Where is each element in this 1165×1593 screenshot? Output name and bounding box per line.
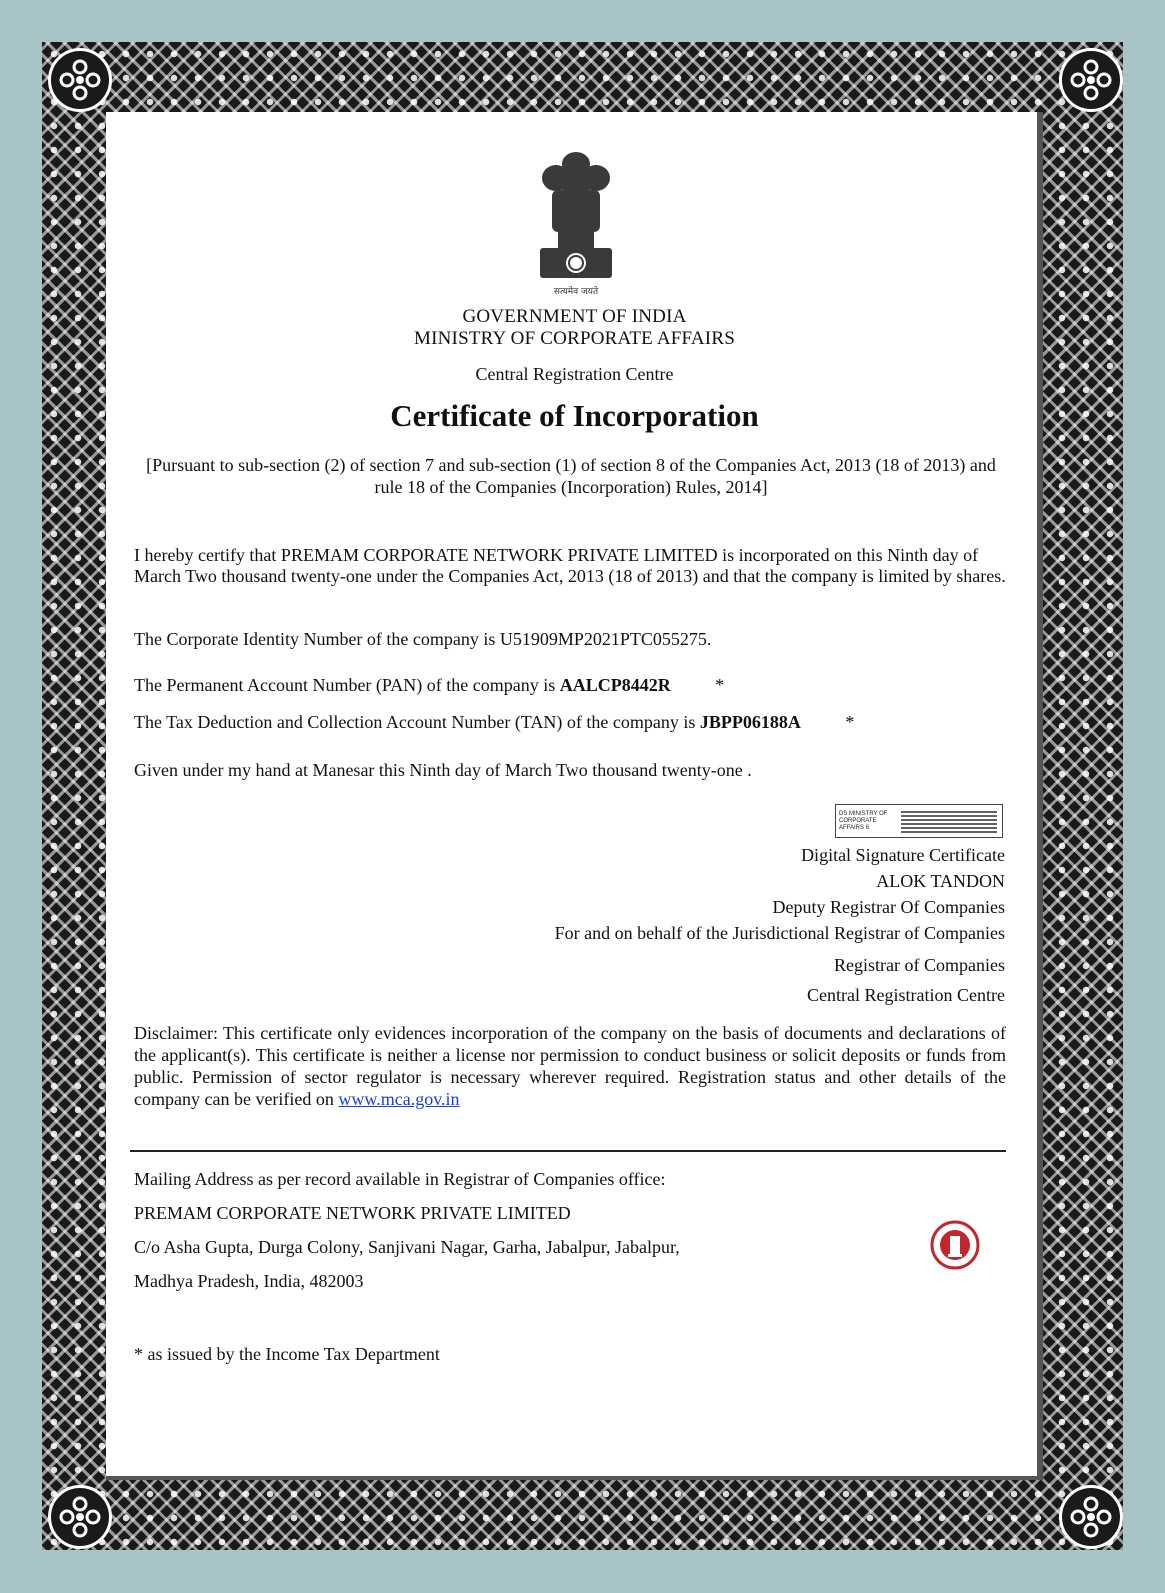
corner-ornament-icon xyxy=(1059,1485,1123,1549)
government-line: GOVERNMENT OF INDIA xyxy=(462,306,687,327)
disclaimer-text: Disclaimer: This certificate only evidences incorporation of the company on the basis of documents and declarations of the applicant(s). This certificate is neither a license nor permission to conduct business or solicit deposits or funds from public. Permission of sector regulator is necessary wherever required. Registration status and other details of the company can be verified on xyxy=(134,1023,1006,1109)
pursuant-line-1: [Pursuant to sub-section (2) of section 7 and sub-section (1) of section 8 of the Companies Act, 2013 (18 of 2013) and xyxy=(146,455,996,475)
mailing-company: PREMAM CORPORATE NETWORK PRIVATE LIMITED xyxy=(134,1203,571,1223)
cin-label: The Corporate Identity Number of the company is xyxy=(134,629,500,649)
signatory-designation: Deputy Registrar Of Companies xyxy=(772,897,1005,917)
pan-asterisk: * xyxy=(715,675,725,695)
svg-text:सत्यमेव जयते: सत्यमेव जयते xyxy=(553,287,599,297)
tan-value: JBPP06188A xyxy=(699,712,801,732)
digital-signature-stamp xyxy=(835,804,1003,838)
tan-label: The Tax Deduction and Collection Account Number (TAN) of the company is xyxy=(134,712,700,732)
signature-block xyxy=(555,842,1005,1008)
mailing-address xyxy=(134,1162,680,1298)
mailing-address-line-1: C/o Asha Gupta, Durga Colony, Sanjivani Nagar, Garha, Jabalpur, Jabalpur, xyxy=(134,1237,680,1257)
certificate-title: Certificate of Incorporation xyxy=(390,398,759,433)
on-behalf-line: For and on behalf of the Jurisdictional Registrar of Companies xyxy=(554,923,1005,943)
pan-value: AALCP8442R xyxy=(559,675,671,695)
corner-ornament-icon xyxy=(1059,48,1123,112)
footnote: * as issued by the Income Tax Department xyxy=(134,1344,440,1364)
roc-line: Registrar of Companies xyxy=(834,955,1005,975)
signature-stamp-detail xyxy=(901,809,997,833)
cin-line xyxy=(134,629,1006,650)
given-under-hand: Given under my hand at Manesar this Ninth day of March Two thousand twenty-one . xyxy=(134,760,752,780)
government-heading xyxy=(106,306,1043,350)
divider xyxy=(130,1150,1006,1152)
dsc-label: Digital Signature Certificate xyxy=(801,845,1005,865)
certificate-paper xyxy=(106,112,1043,1480)
mailing-heading: Mailing Address as per record available in Registrar of Companies office: xyxy=(134,1169,666,1189)
centre-heading: Central Registration Centre xyxy=(475,364,674,384)
certify-paragraph: I hereby certify that PREMAM CORPORATE NETWORK PRIVATE LIMITED is incorporated on this Ninth day of March Two thousand twenty-one under the Companies Act, 2013 (18 of 2013) and that the company is limited by shares. xyxy=(134,545,1006,586)
corner-ornament-icon xyxy=(48,48,112,112)
pursuant-clause xyxy=(136,454,1006,498)
pan-line xyxy=(134,675,1006,696)
mailing-address-line-2: Madhya Pradesh, India, 482003 xyxy=(134,1271,364,1291)
tan-asterisk: * xyxy=(845,712,855,732)
disclaimer xyxy=(134,1022,1006,1110)
ministry-line: MINISTRY OF CORPORATE AFFAIRS xyxy=(414,328,735,349)
mca-link[interactable]: www.mca.gov.in xyxy=(338,1089,460,1109)
pan-label: The Permanent Account Number (PAN) of the company is xyxy=(134,675,560,695)
signature-stamp-text: DS MINISTRY OF CORPORATE AFFAIRS 6 xyxy=(839,810,888,831)
signatory-name: ALOK TANDON xyxy=(876,871,1005,891)
pursuant-line-2: rule 18 of the Companies (Incorporation) Rules, 2014] xyxy=(374,477,768,497)
cin-value: U51909MP2021PTC055275. xyxy=(499,629,712,649)
tan-line xyxy=(134,712,1006,733)
corner-ornament-icon xyxy=(48,1485,112,1549)
mca-seal-icon xyxy=(930,1220,980,1270)
registration-centre-line: Central Registration Centre xyxy=(807,985,1005,1005)
national-emblem-icon xyxy=(528,148,624,298)
